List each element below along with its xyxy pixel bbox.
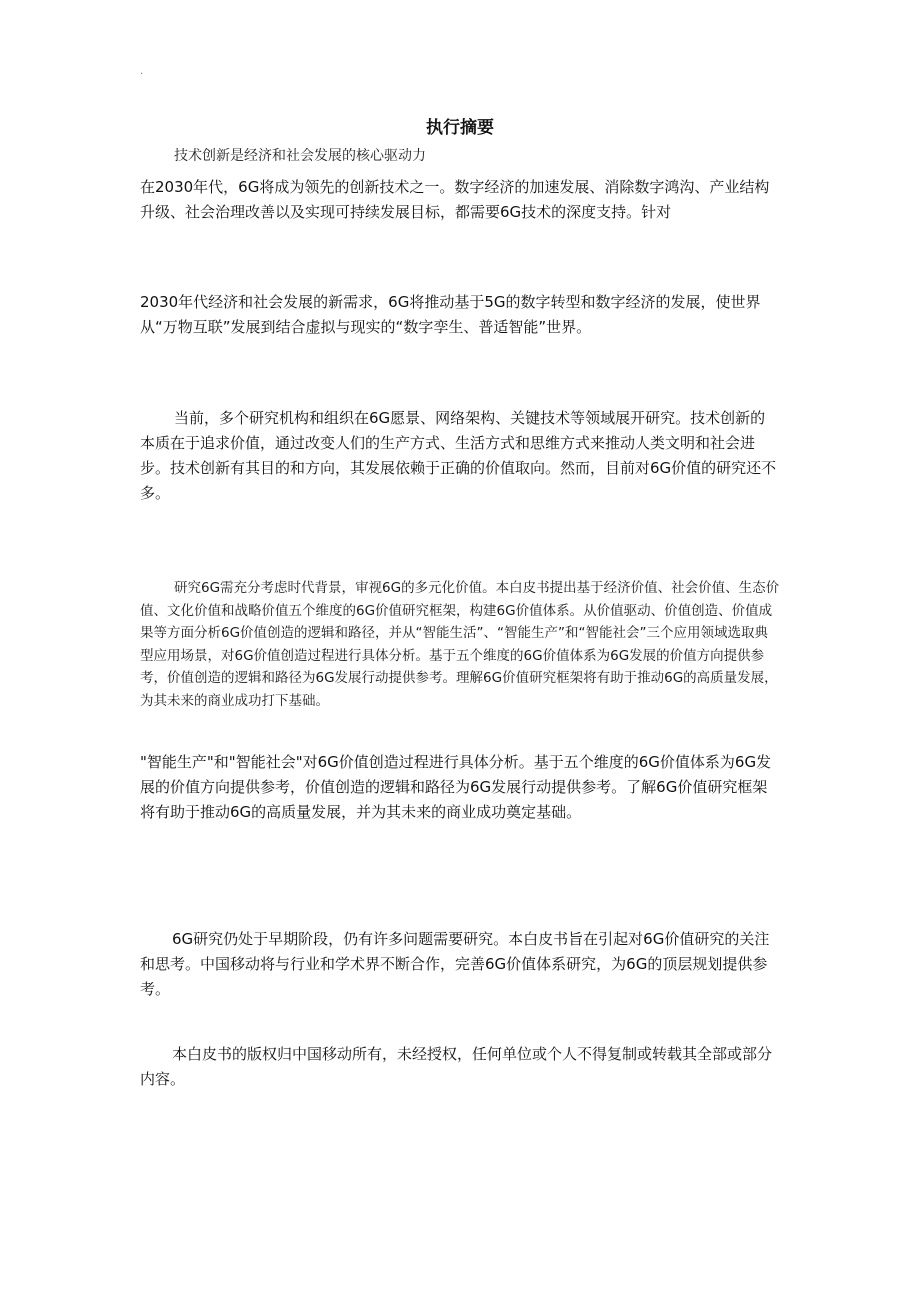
paragraph-early-stage: 6G研究仍处于早期阶段，仍有许多问题需要研究。本白皮书旨在引起对6G价值研究的关注和思考。中国移动将与行业和学术界不断合作，完善6G价值体系研究，为6G的顶层规划提供参考。 [140,930,770,998]
paragraph-value-framework: 研究6G需充分考虑时代背景，审视6G的多元化价值。本白皮书提出基于经济价值、社会价值、生态价值、文化价值和战略价值五个维度的6G价值研究框架，构建6G价值体系。从价值驱动、价值创造、价值成果等方面分析6G价值创造的逻辑和路径，并从“智能生活”、“智能生产”和“智能社会”三个应用领域选取典型应用场景，对6G价值创造过程进行具体分析。基于五个维度的6G价值体系为6G发展的价值方向提供参考，价值创造的逻辑和路径为6G发展行动提供参考。理解6G价值研究框架将有助于推动6G的高质量发展，为其未来的商业成功打下基础。 [140,580,780,709]
paragraph-application-analysis: "智能生产"和"智能社会"对6G价值创造过程进行具体分析。基于五个维度的6G价值体系为6G发展的价值方向提供参考，价值创造的逻辑和路径为6G发展行动提供参考。了解6G价值研究框架将有助于推动6G的高质量发展，并为其未来的商业成功奠定基础。 [140,753,772,821]
page-title: 执行摘要 [426,118,494,138]
paragraph-copyright: 本白皮书的版权归中国移动所有，未经授权，任何单位或个人不得复制或转载其全部或部分内容。 [140,1045,773,1088]
subtitle: 技术创新是经济和社会发展的核心驱动力 [174,148,426,164]
paragraph-current-research: 当前，多个研究机构和组织在6G愿景、网络架构、关键技术等领域展开研究。技术创新的本质在于追求价值，通过改变人们的生产方式、生活方式和思维方式来推动人类文明和社会进步。技术创新有其目的和方向，其发展依赖于正确的价值取向。然而，目前对6G价值的研究还不多。 [140,409,777,502]
paragraph-new-demands: 2030年代经济和社会发展的新需求，6G将推动基于5G的数字转型和数字经济的发展，使世界从“万物互联”发展到结合虚拟与现实的“数字孪生、普适智能”世界。 [140,293,761,336]
page-marker: . [140,66,144,77]
paragraph-intro: 在2030年代，6G将成为领先的创新技术之一。数字经济的加速发展、消除数字鸿沟、产业结构升级、社会治理改善以及实现可持续发展目标，都需要6G技术的深度支持。针对 [140,178,770,221]
